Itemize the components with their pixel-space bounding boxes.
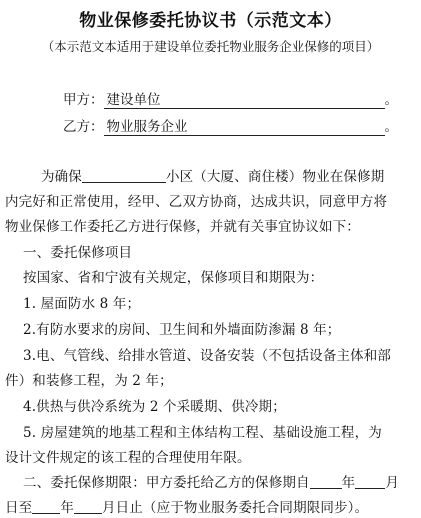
- intro-line-2: 内完好和正常使用，经甲、乙双方协商，达成共识，同意甲方将: [5, 194, 388, 210]
- section1-item-4: 4.供热与供冷系统为 2 个采暖期、供冷期；: [23, 399, 286, 415]
- section2-text: 二、委托保修期限：甲方委托给乙方的保修期自: [23, 475, 310, 491]
- section1-item-5-line-2: 设计文件规定的该工程的合理使用年限。: [5, 450, 251, 466]
- start-month-blank: [355, 474, 385, 489]
- section1-item-3-line-2: 件）和装修工程，为 2 年；: [5, 373, 173, 389]
- end-month-blank: [74, 499, 102, 514]
- start-month-label: 月: [385, 475, 399, 491]
- intro-prefix: 为确保: [41, 169, 82, 185]
- party-b-line: [63, 115, 398, 136]
- intro-line-1: [5, 165, 417, 185]
- intro-line-3: 物业保修工作委托乙方进行保修，并就有关事宜协议如下：: [5, 219, 360, 235]
- start-year-blank: [310, 474, 342, 489]
- section1-item-2: 2.有防水要求的房间、卫生间和外墙面防渗漏 8 年；: [23, 322, 341, 338]
- document-title: 物业保修委托协议书（示范文本）: [79, 11, 342, 31]
- section1-item-5-line-1: 5. 房屋建筑的地基工程和主体结构工程、基础设施工程，为: [23, 425, 382, 441]
- party-b-end: 。: [384, 119, 398, 135]
- party-a-label: 甲方：: [63, 92, 104, 108]
- end-year-label: 年: [60, 500, 74, 516]
- section1-item-3-line-1: 3.电、气管线、给排水管道、设备安装（不包括设备主体和部: [23, 348, 392, 364]
- community-blank: [82, 168, 166, 183]
- party-a-end: 。: [384, 92, 398, 108]
- section1-heading: 一、委托保修项目: [23, 245, 133, 261]
- party-b-label: 乙方：: [63, 119, 104, 135]
- section2-line-2: [5, 496, 417, 516]
- section1-lead: 按国家、省和宁波有关规定，保修项目和期限为：: [23, 270, 324, 286]
- document-subtitle: （本示范文本适用于建设单位委托物业服务企业保修的项目）: [41, 39, 380, 54]
- section2-end: 日止（应于物业服务委托合同期限同步）。: [115, 500, 369, 516]
- end-year-blank: [32, 499, 60, 514]
- start-year-label: 年: [341, 475, 356, 491]
- end-month-label: 月: [101, 500, 116, 516]
- section1-item-1: 1. 屋面防水 8 年；: [23, 296, 141, 312]
- party-b-field: 物业服务企业: [104, 119, 385, 136]
- party-a-field: 建设单位: [104, 92, 385, 109]
- intro-middle: 小区（大厦、商住楼）物业在保修期: [165, 169, 385, 185]
- section2-line-1: [5, 471, 417, 491]
- party-a-line: [63, 88, 398, 109]
- start-day-label: 日至: [5, 500, 33, 516]
